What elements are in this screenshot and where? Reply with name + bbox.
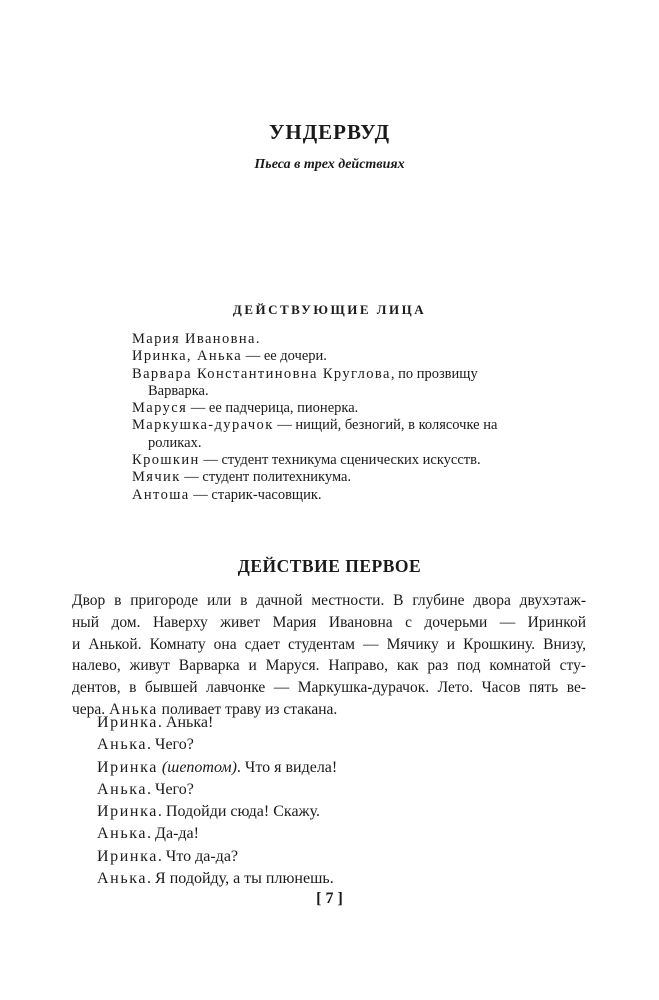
stage-text: чера. bbox=[72, 700, 110, 718]
line-text: . Подойди сюда! Скажу. bbox=[157, 803, 320, 821]
speaker-name: Иринка bbox=[97, 803, 158, 821]
cast-desc: — ее падчерица, пионерка. bbox=[187, 400, 359, 417]
speaker-name: Анька bbox=[97, 780, 148, 798]
act-heading: ДЕЙСТВИЕ ПЕРВОЕ bbox=[237, 556, 422, 576]
line-text: . Анька! bbox=[157, 714, 214, 731]
dialogue-line bbox=[97, 712, 577, 734]
stage-line: и Анькой. Комнату она сдает студентам — Мячику и Крошкину. Внизу, bbox=[72, 635, 586, 653]
cast-item bbox=[132, 400, 532, 417]
cast-desc: — нищий, безногий, в колясочке на роликах. bbox=[148, 417, 498, 451]
page-number: [ 7 ] bbox=[316, 890, 343, 907]
line-text: . Да-да! bbox=[147, 825, 199, 843]
cast-desc: — студент политехникума. bbox=[180, 469, 352, 486]
cast-desc: . bbox=[255, 331, 260, 347]
speaker-name: Иринка bbox=[97, 758, 158, 776]
cast-name: Варвара Константиновна Круглова bbox=[132, 365, 391, 382]
speaker-name: Анька bbox=[97, 870, 148, 888]
cast-item bbox=[132, 331, 532, 348]
line-text: . Что да-да? bbox=[157, 847, 239, 865]
cast-name: Мария Ивановна bbox=[132, 331, 256, 347]
line-text: . Чего? bbox=[147, 736, 194, 754]
cast-name: Мячик bbox=[132, 469, 181, 486]
cast-desc: , по прозвищу Варварка. bbox=[148, 365, 478, 399]
dialogue-line bbox=[97, 734, 577, 756]
speaker-name: Анька bbox=[97, 825, 148, 843]
dialogue bbox=[97, 712, 577, 890]
cast-name: Маркушка-дурачок bbox=[132, 417, 274, 434]
dialogue-line bbox=[97, 801, 577, 823]
cast-item bbox=[132, 452, 532, 469]
speaker-name: Иринка bbox=[97, 847, 158, 865]
stage-line: ный дом. Наверху живет Мария Ивановна с дочерьми — Иринкой bbox=[72, 613, 586, 631]
line-text: . Чего? bbox=[147, 780, 194, 798]
speaker-name: Иринка bbox=[97, 714, 158, 731]
dialogue-line bbox=[97, 779, 577, 801]
stage-direction bbox=[72, 590, 586, 721]
speaker-name: Анька bbox=[97, 736, 148, 754]
dialogue-line bbox=[97, 823, 577, 845]
cast-desc: — студент техникума сценических искусств. bbox=[199, 452, 481, 469]
dialogue-line bbox=[97, 846, 577, 868]
cast-desc: — старик-часовщик. bbox=[189, 486, 322, 503]
dialogue-line bbox=[97, 757, 577, 779]
cast-item bbox=[132, 487, 532, 504]
cast-name: Антоша bbox=[132, 486, 190, 503]
cast-item bbox=[132, 469, 532, 486]
stage-line: Двор в пригороде или в дачной местности. В глубине двора двухэтаж- bbox=[72, 592, 586, 609]
cast-name: Крошкин bbox=[132, 452, 200, 469]
line-text: . Я подойду, а ты плюнешь. bbox=[147, 870, 334, 888]
stage-character-name: Анька bbox=[109, 700, 158, 718]
cast-list bbox=[132, 331, 532, 504]
cast-item bbox=[132, 366, 532, 401]
stage-text: поливает траву из стакана. bbox=[157, 700, 338, 718]
line-text: . Что я видела! bbox=[236, 758, 338, 776]
cast-item bbox=[132, 417, 532, 452]
cast-name: Маруся bbox=[132, 400, 188, 417]
play-subtitle: Пьеса в трех действиях bbox=[254, 157, 405, 172]
cast-desc: — ее дочери. bbox=[242, 348, 327, 365]
dialogue-line bbox=[97, 868, 577, 890]
cast-name: Иринка, Анька bbox=[132, 348, 243, 365]
stage-line: дентов, в бывшей лавчонке — Маркушка-дурачок. Лето. Часов пять ве- bbox=[72, 679, 586, 697]
stage-line: налево, живут Варварка и Маруся. Направо, как раз под комнатой сту- bbox=[72, 657, 586, 675]
stage-remark: (шепотом) bbox=[157, 758, 237, 776]
play-title: УНДЕРВУД bbox=[268, 120, 391, 144]
cast-item bbox=[132, 348, 532, 365]
cast-heading: ДЕЙСТВУЮЩИЕ ЛИЦА bbox=[232, 302, 427, 317]
